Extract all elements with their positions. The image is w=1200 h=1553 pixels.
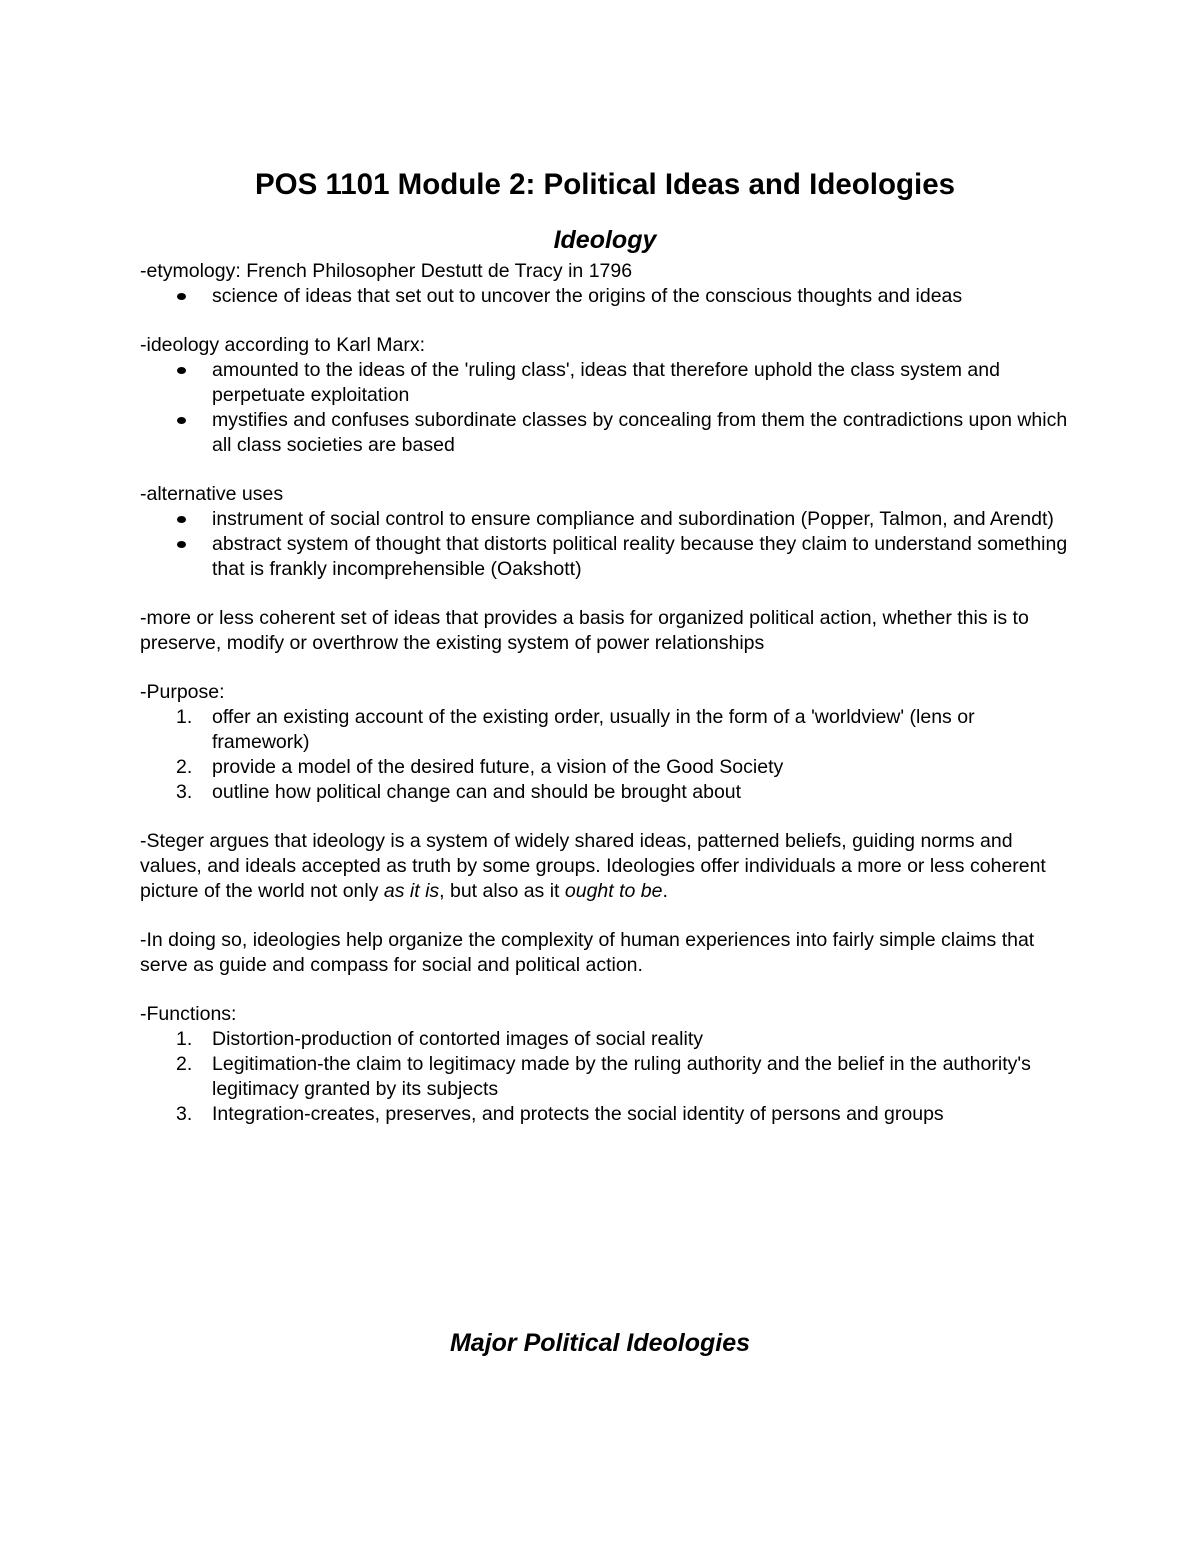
etymology-bullet-list — [140, 284, 1070, 309]
coherent-set-paragraph: -more or less coherent set of ideas that provides a basis for organized political action, whether this is to preserve, modify or overthrow the existing system of power relationships — [140, 607, 1029, 654]
bullet-icon — [177, 293, 186, 300]
marx-bullet-list — [140, 358, 1070, 458]
document-title: POS 1101 Module 2: Political Ideas and Ideologies — [254, 168, 956, 201]
alternative-uses-bullet-list — [140, 507, 1070, 582]
list-item: 1. Distortion-production of contorted images of social reality — [176, 1028, 703, 1050]
purpose-lead: -Purpose: — [140, 681, 225, 703]
list-item: 3. outline how political change can and should be brought about — [176, 781, 742, 803]
list-item: science of ideas that set out to uncover the origins of the conscious thoughts and ideas — [140, 284, 1070, 309]
section-heading-ideology: Ideology — [553, 226, 657, 254]
list-item: mystifies and confuses subordinate classes by concealing from them the contradictions upon which all class societies are based — [140, 408, 1070, 458]
list-item: 2. provide a model of the desired future, a vision of the Good Society — [176, 756, 784, 778]
steger-paragraph: -Steger argues that ideology is a system of widely shared ideas, patterned beliefs, guiding norms and values, and ideals accepted as truth by some groups. Ideologies offer individuals a more or less coherent picture of the world not only as it is, but also as it ought to be. — [140, 830, 1046, 902]
in-doing-so-paragraph: -In doing so, ideologies help organize the complexity of human experiences into fairly simple claims that serve as guide and compass for social and political action. — [140, 929, 1035, 976]
purpose-numbered-list — [140, 705, 1070, 805]
list-item: amounted to the ideas of the 'ruling class', ideas that therefore uphold the class system and perpetuate exploitation — [140, 358, 1070, 408]
bullet-icon — [177, 367, 186, 374]
document-page — [140, 165, 1070, 1127]
marx-lead: -ideology according to Karl Marx: — [140, 334, 426, 356]
bullet-icon — [177, 541, 186, 548]
list-item: 2. Legitimation-the claim to legitimacy made by the ruling authority and the belief in the authority's legitimacy granted by its subjects — [176, 1053, 1031, 1100]
list-item: abstract system of thought that distorts political reality because they claim to understand something that is frankly incomprehensible (Oakshott) — [140, 532, 1070, 582]
functions-lead: -Functions: — [140, 1003, 237, 1025]
etymology-lead: -etymology: French Philosopher Destutt de Tracy in 1796 — [140, 260, 633, 282]
alternative-uses-lead: -alternative uses — [140, 483, 284, 505]
functions-numbered-list — [140, 1027, 1070, 1127]
bullet-icon — [177, 516, 186, 523]
list-item: instrument of social control to ensure compliance and subordination (Popper, Talmon, and Arendt) — [140, 507, 1070, 532]
list-item: 3. Integration-creates, preserves, and protects the social identity of persons and groups — [176, 1103, 944, 1125]
section-heading-major-political-ideologies: Major Political Ideologies — [449, 1329, 751, 1357]
bullet-icon — [177, 417, 186, 424]
list-item: 1. offer an existing account of the existing order, usually in the form of a 'worldview' (lens or framework) — [176, 706, 975, 753]
